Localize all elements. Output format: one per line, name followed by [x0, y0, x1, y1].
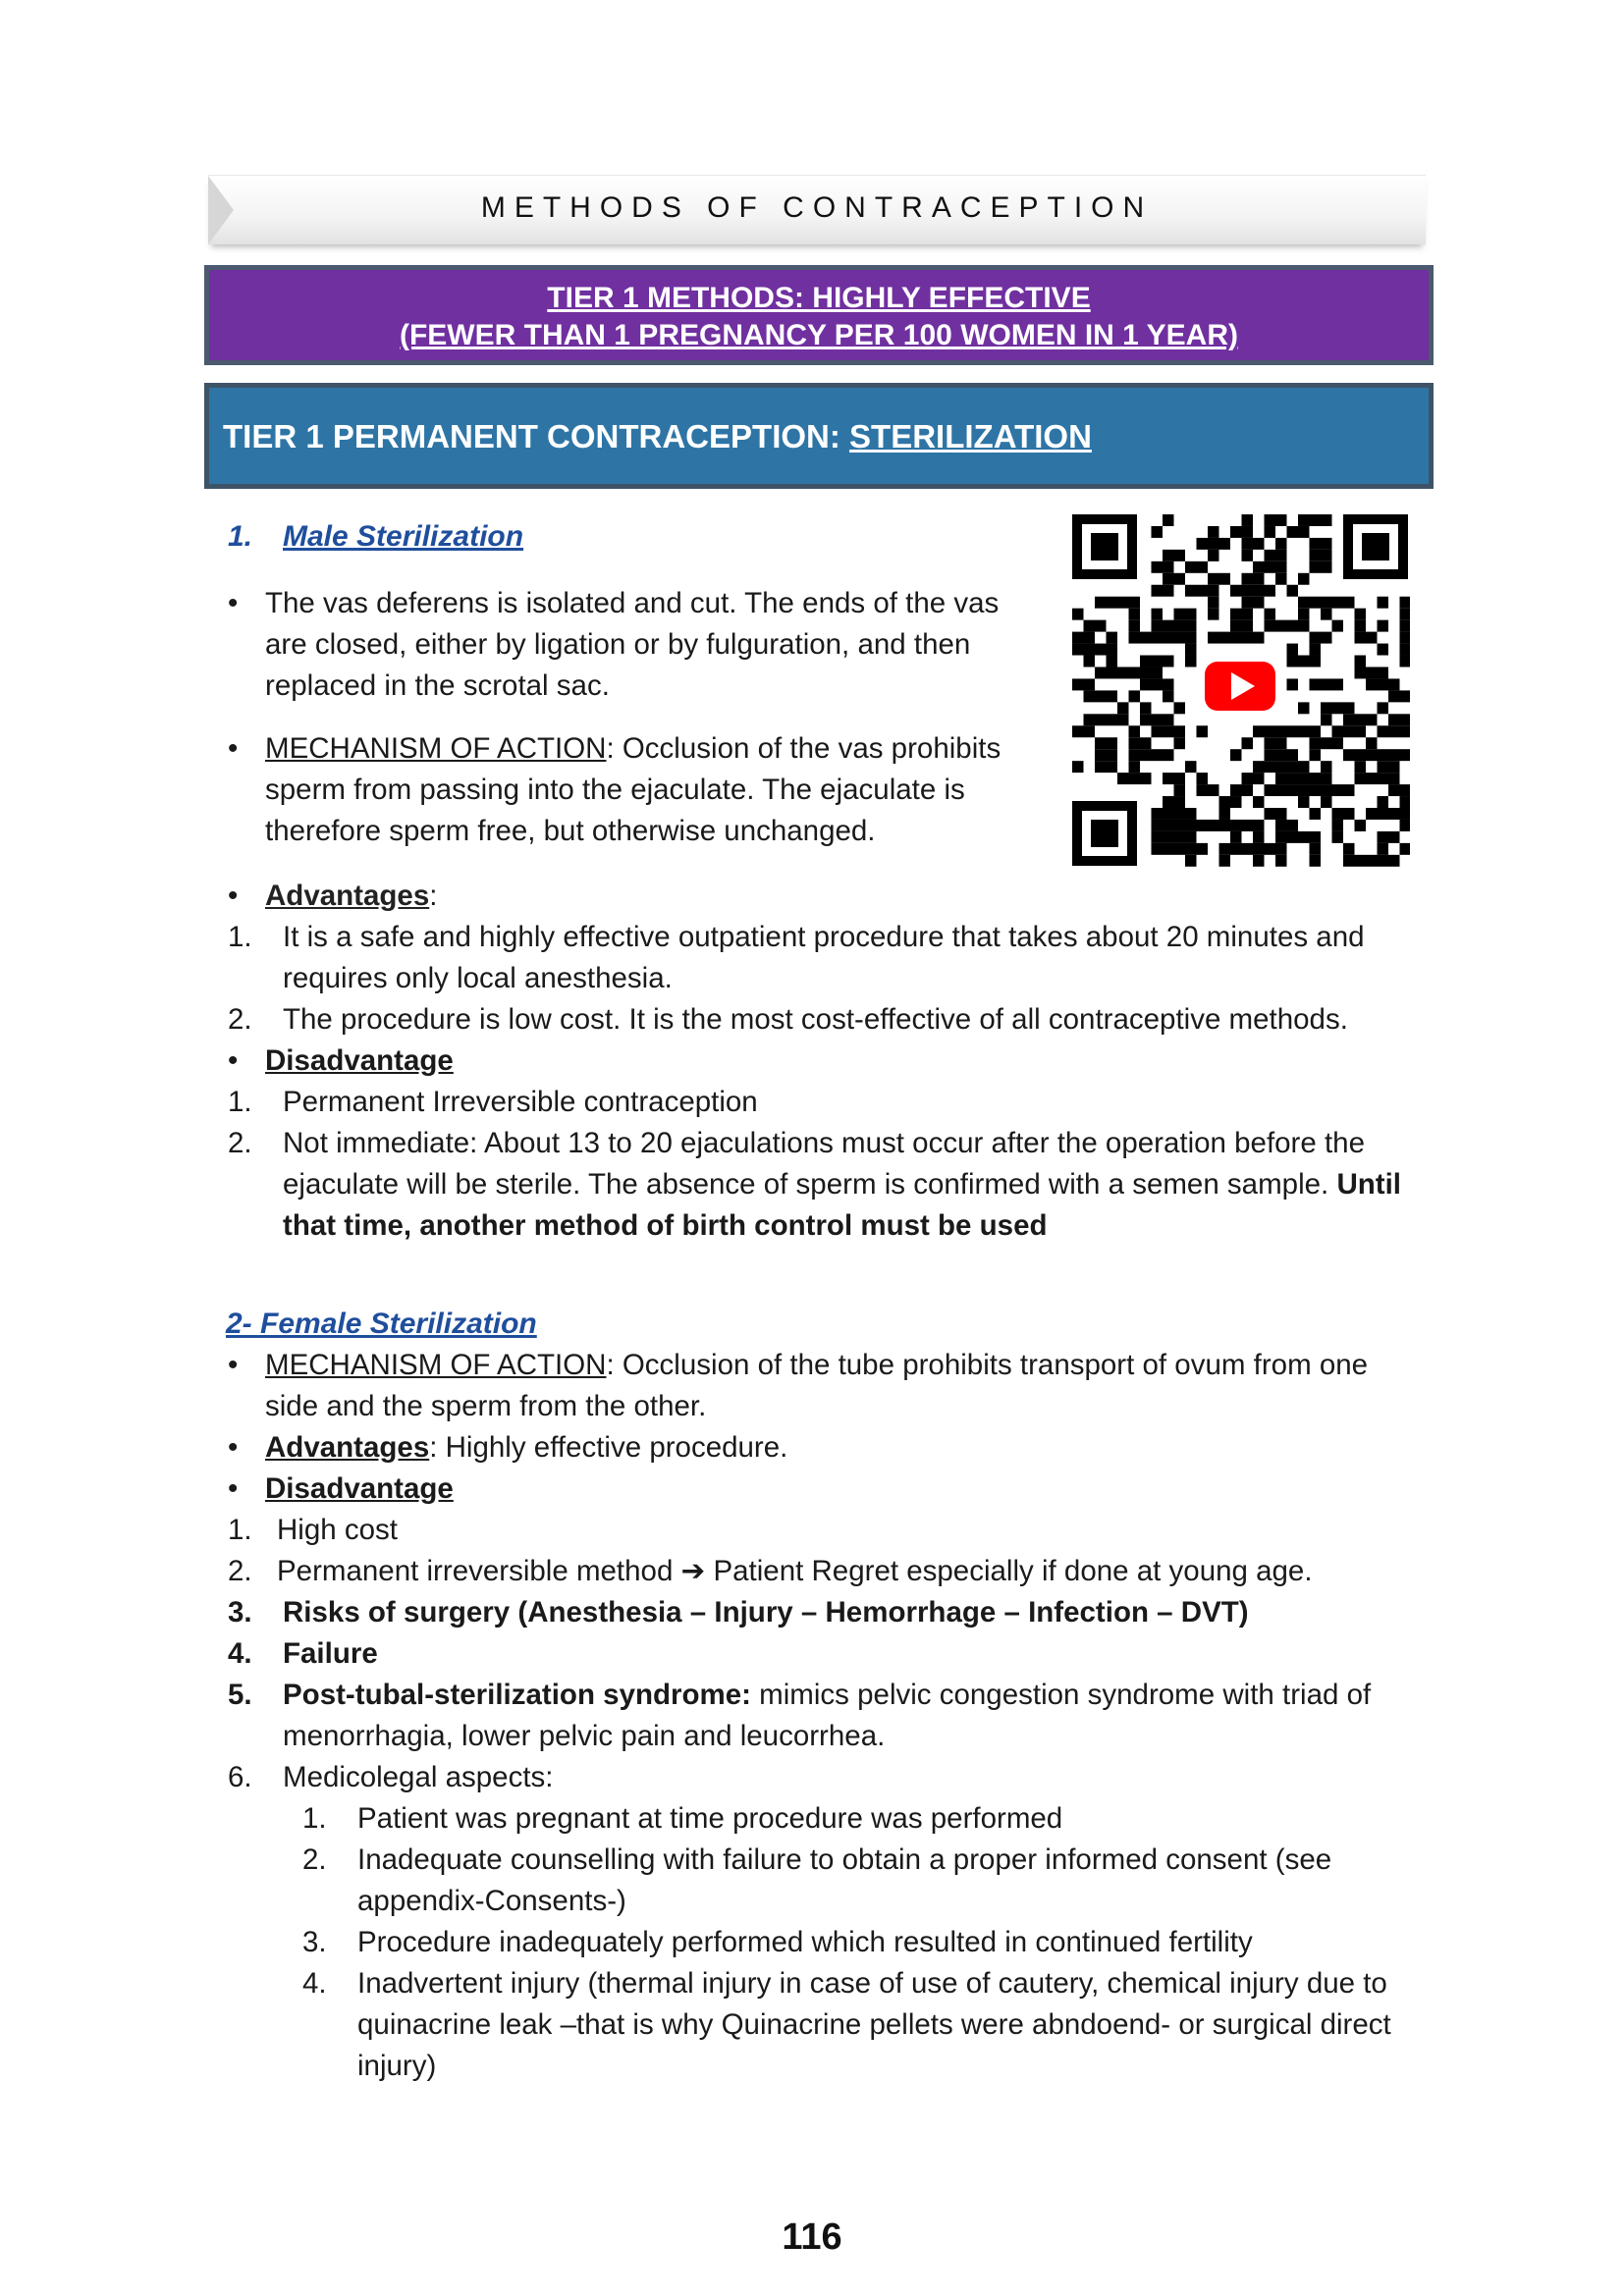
list-item: • Disadvantage	[228, 1044, 454, 1077]
list-item: 3. Risks of surgery (Anesthesia – Injury – Hemorrhage – Infection – DVT)	[228, 1596, 1249, 1629]
female-sterilization-section	[226, 1304, 1424, 2087]
qr-code[interactable]	[1070, 512, 1410, 868]
female-advantages-label: Advantages	[265, 1431, 430, 1464]
list-item: 5. Post-tubal-sterilization syndrome: mimics pelvic congestion syndrome with triad of menorrhagia, lower pelvic pain and leucorrhea.	[228, 1679, 1372, 1752]
male-bullet-text: The vas deferens is isolated and cut. The ends of the vas are closed, either by ligation or by fulguration, and then replaced in the scrotal sac.	[265, 587, 1000, 702]
header-banner	[208, 175, 1426, 244]
male-moa-label: MECHANISM OF ACTION	[265, 732, 607, 765]
list-item: 2. The procedure is low cost. It is the most cost-effective of all contraceptive methods.	[228, 1003, 1348, 1036]
list-item: 1. It is a safe and highly effective outpatient procedure that takes about 20 minutes and requires only local anesthesia.	[228, 921, 1365, 994]
list-item: 3. Procedure inadequately performed which resulted in continued fertility	[302, 1926, 1253, 1958]
female-moa-label: MECHANISM OF ACTION	[265, 1349, 607, 1381]
tier-subtitle: (FEWER THAN 1 PREGNANCY PER 100 WOMEN IN 1 YEAR)	[399, 319, 1239, 351]
male-intro	[226, 583, 1031, 852]
youtube-play-icon	[1201, 658, 1279, 715]
list-item: • MECHANISM OF ACTION: Occlusion of the vas prohibits sperm from passing into the ejaculate. The ejaculate is therefore sperm free, but otherwise unchanged.	[228, 732, 1001, 847]
page-header-title: METHODS OF CONTRACEPTION	[480, 191, 1154, 224]
male-details	[226, 876, 1424, 1247]
female-disadvantage-label: Disadvantage	[265, 1472, 454, 1505]
list-item: • MECHANISM OF ACTION: Occlusion of the tube prohibits transport of ovum from one side and the sperm from the other.	[228, 1349, 1369, 1422]
list-item: 4. Failure	[228, 1637, 378, 1670]
list-item: 4. Inadvertent injury (thermal injury in case of use of cautery, chemical injury due to quinacrine leak –that is why Quinacrine pellets were abndoend- or surgical direct injury)	[302, 1967, 1391, 2082]
list-item: 1. Permanent Irreversible contraception	[228, 1086, 758, 1118]
list-item: 2. Inadequate counselling with failure to obtain a proper informed consent (see appendix-Consents-)	[302, 1843, 1332, 1917]
section-title-underlined: STERILIZATION	[849, 418, 1092, 454]
list-item: 2. Permanent irreversible method ➔ Patient Regret especially if done at young age.	[228, 1555, 1313, 1587]
page-number: 116	[782, 2216, 842, 2258]
male-disadvantage-label: Disadvantage	[265, 1044, 454, 1077]
list-item: 6. Medicolegal aspects:	[228, 1761, 554, 1793]
tier-title: TIER 1 METHODS: HIGHLY EFFECTIVE	[547, 282, 1091, 314]
list-item: 2. Not immediate: About 13 to 20 ejaculations must occur after the operation before the ejaculate will be sterile. The absence of sperm is confirmed with a semen sample. Until that time, another method of birth control must be used	[228, 1127, 1401, 1242]
list-item: • Disadvantage	[228, 1472, 454, 1505]
male-moa-text: : Occlusion of the vas prohibits sperm from passing into the ejaculate. The ejaculate is therefore sperm free, but otherwise unchanged.	[265, 732, 1001, 847]
list-item: 1. Patient was pregnant at time procedure was performed	[302, 1802, 1063, 1835]
section-banner	[204, 383, 1434, 489]
list-item: 1. High cost	[228, 1514, 398, 1546]
list-item: • The vas deferens is isolated and cut. The ends of the vas are closed, either by ligation or by fulguration, and then replaced in the scrotal sac.	[228, 587, 1000, 702]
tier-banner	[204, 265, 1434, 365]
male-advantages-label: Advantages	[265, 880, 430, 912]
section-title-prefix: TIER 1 PERMANENT CONTRACEPTION:	[223, 418, 850, 454]
male-heading: Male Sterilization	[283, 520, 524, 553]
male-heading-number: 1.	[228, 520, 253, 553]
list-item: • Advantages: Highly effective procedure.	[228, 1431, 788, 1464]
male-sterilization-section	[226, 516, 1424, 558]
female-heading: 2- Female Sterilization	[226, 1308, 537, 1340]
list-item: • Advantages:	[228, 880, 438, 912]
